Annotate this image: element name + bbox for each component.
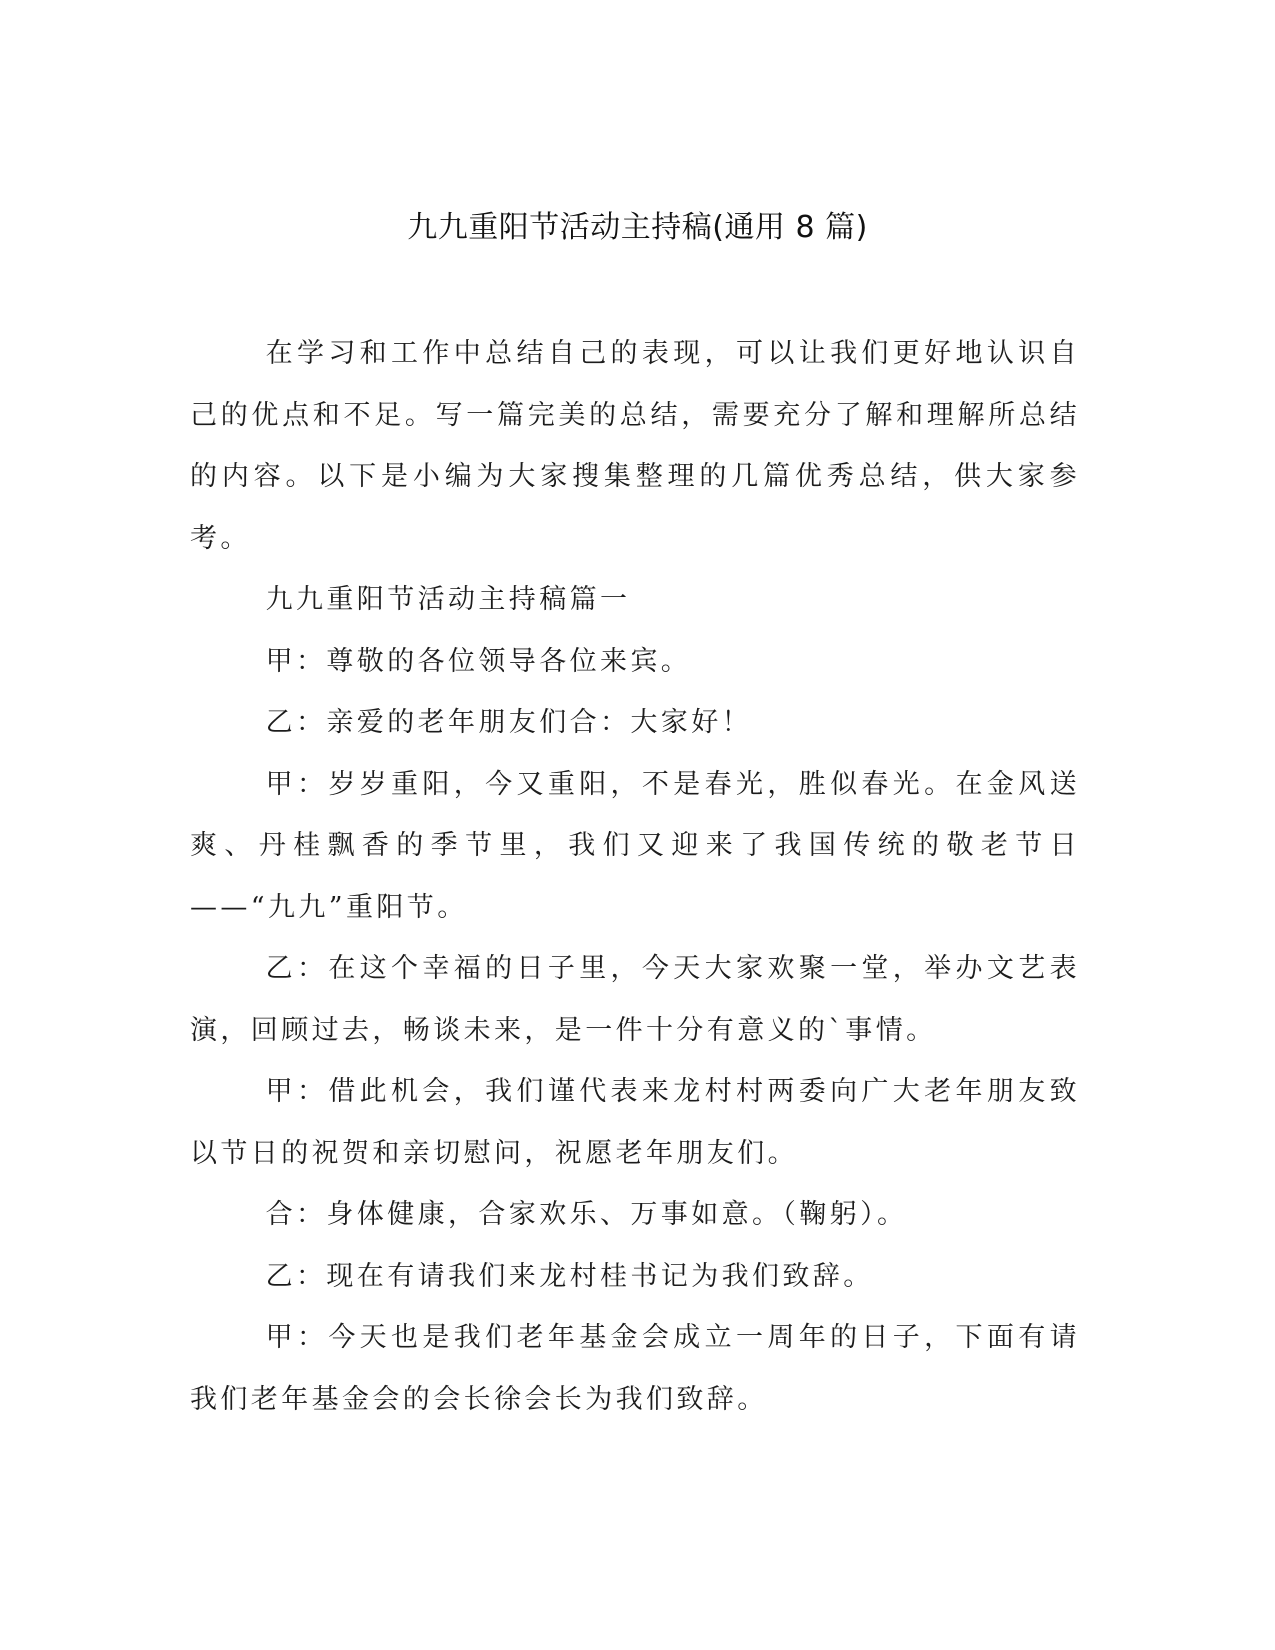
- paragraph-dialogue: 甲：岁岁重阳，今又重阳，不是春光，胜似春光。在金风送爽、丹桂飘香的季节里，我们又迎来了我国传统的敬老节日——“九九”重阳节。: [190, 768, 1080, 923]
- paragraph-dialogue: 合：身体健康，合家欢乐、万事如意。（鞠躬）。: [265, 1199, 908, 1230]
- paragraph-dialogue: 甲：尊敬的各位领导各位来宾。: [265, 645, 692, 677]
- paragraph-dialogue: 乙：现在有请我们来龙村桂书记为我们致辞。: [265, 1260, 874, 1292]
- paragraph-dialogue: 甲：借此机会，我们谨代表来龙村村两委向广大老年朋友致以节日的祝贺和亲切慰问，祝愿老年朋友们。: [190, 1076, 1080, 1169]
- paragraph-dialogue: 乙：在这个幸福的日子里，今天大家欢聚一堂，举办文艺表演，回顾过去，畅谈未来，是一件十分有意义的`事情。: [190, 953, 1080, 1046]
- paragraph-intro: 在学习和工作中总结自己的表现，可以让我们更好地认识自己的优点和不足。写一篇完美的总结，需要充分了解和理解所总结的内容。以下是小编为大家搜集整理的几篇优秀总结，供大家参考。: [190, 338, 1080, 554]
- document-title: 九九重阳节活动主持稿(通用 8 篇): [407, 210, 868, 245]
- paragraph-dialogue: 甲：今天也是我们老年基金会成立一周年的日子，下面有请我们老年基金会的会长徐会长为我们致辞。: [190, 1322, 1080, 1415]
- document-body: [190, 323, 1080, 1430]
- paragraph-dialogue: 乙：亲爱的老年朋友们合：大家好！: [265, 707, 752, 738]
- paragraph-section-heading: 九九重阳节活动主持稿篇一: [265, 584, 631, 615]
